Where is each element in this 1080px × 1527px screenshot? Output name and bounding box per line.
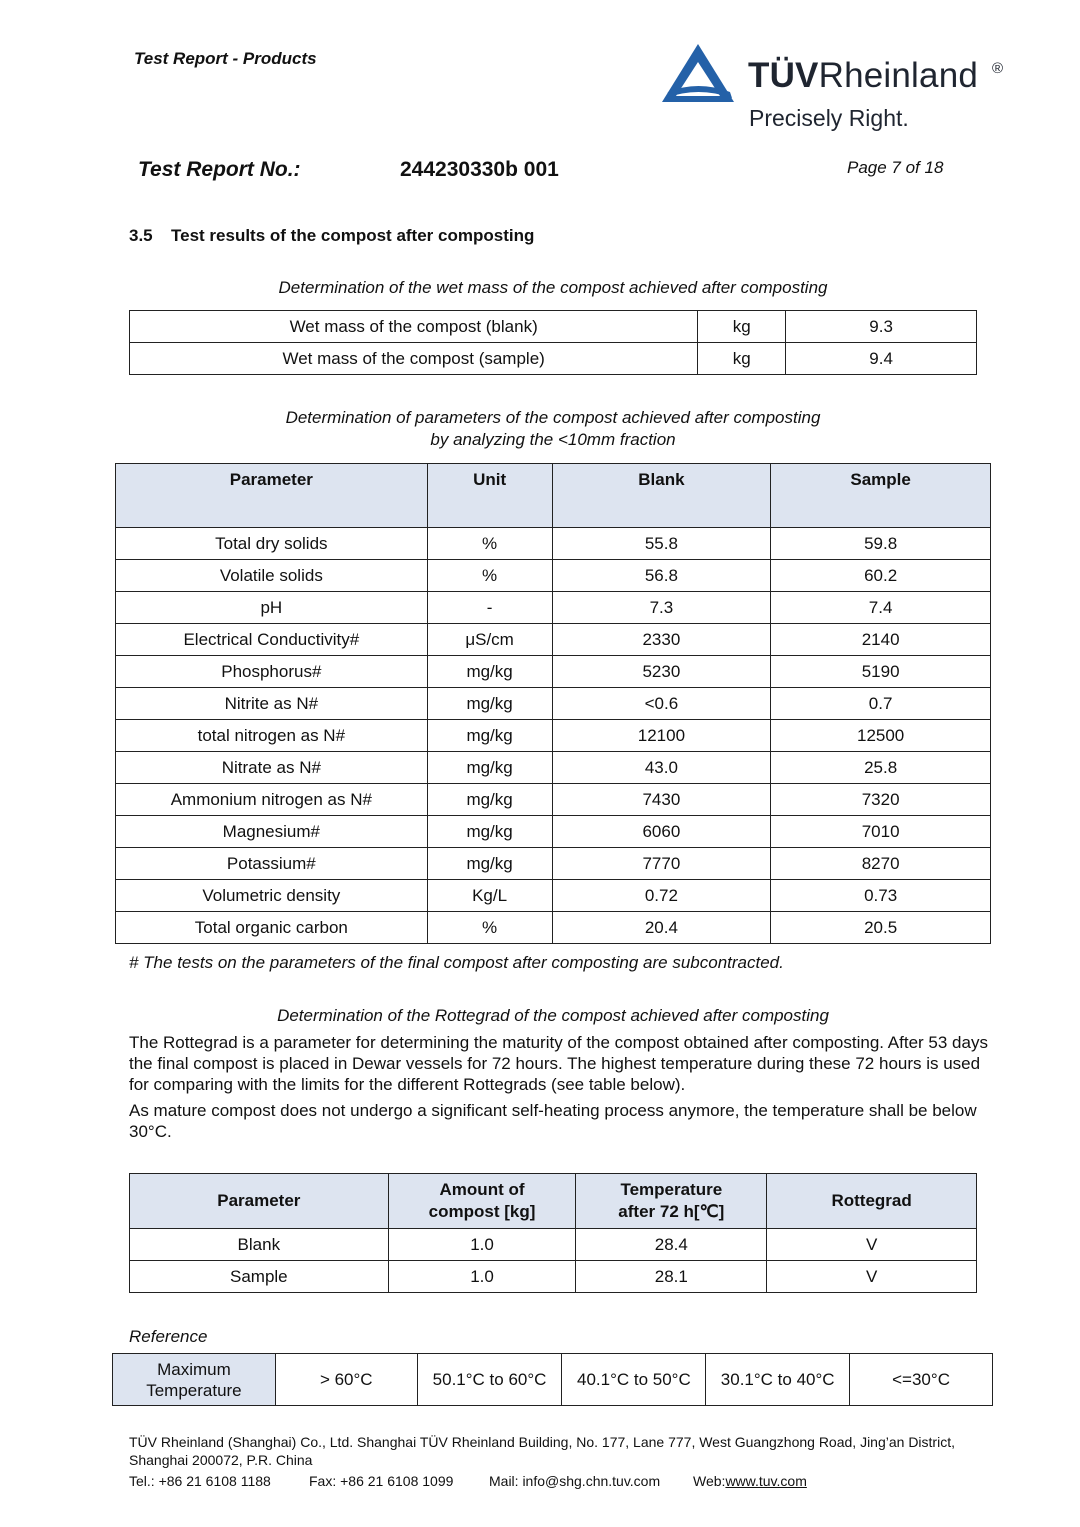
parameter-sample: 7320 [771, 784, 991, 816]
parameter-unit: mg/kg [427, 848, 552, 880]
wet-mass-caption: Determination of the wet mass of the compost achieved after composting [278, 278, 828, 297]
rottegrad-header-rottegrad: Rottegrad [767, 1174, 977, 1229]
wet-mass-table [129, 310, 977, 375]
reference-temperature-range: 30.1°C to 40°C [706, 1354, 850, 1406]
section-number: 3.5 [129, 226, 153, 245]
parameter-name: Electrical Conductivity# [116, 624, 428, 656]
parameter-name: Total dry solids [116, 528, 428, 560]
wet-mass-label: Wet mass of the compost (blank) [130, 311, 698, 343]
parameter-sample: 12500 [771, 720, 991, 752]
footer-web-link[interactable]: www.tuv.com [725, 1473, 807, 1489]
reference-header: Maximum Temperature [113, 1354, 276, 1406]
parameter-unit: mg/kg [427, 656, 552, 688]
parameters-header-cell: Sample [771, 464, 991, 528]
parameter-unit: - [427, 592, 552, 624]
parameter-blank: 12100 [552, 720, 771, 752]
table-row [116, 784, 991, 816]
wet-mass-value: 9.3 [786, 311, 977, 343]
rottegrad-amount: 1.0 [388, 1261, 576, 1293]
parameter-sample: 0.7 [771, 688, 991, 720]
table-row [116, 848, 991, 880]
parameters-table [115, 463, 991, 944]
footer-fax: Fax: +86 21 6108 1099 [309, 1473, 454, 1489]
table-row [116, 752, 991, 784]
table-row [130, 343, 977, 375]
rottegrad-paragraph-1: The Rottegrad is a parameter for determining the maturity of the compost obtained after composting. After 53 days the final compost is placed in Dewar vessels for 72 hours. The highest temperature during these 72 hours is used for comparing with the limits for the different Rottegrads (see table below). [129, 1033, 988, 1094]
reference-temperature-range: 50.1°C to 60°C [417, 1354, 562, 1406]
rottegrad-table [129, 1173, 977, 1293]
parameter-unit: mg/kg [427, 752, 552, 784]
parameter-sample: 7.4 [771, 592, 991, 624]
rottegrad-parameter: Blank [130, 1229, 389, 1261]
parameter-name: Magnesium# [116, 816, 428, 848]
parameter-blank: <0.6 [552, 688, 771, 720]
parameter-sample: 59.8 [771, 528, 991, 560]
footer-mail: Mail: info@shg.chn.tuv.com [489, 1473, 661, 1489]
footer-web: Web:www.tuv.com [693, 1473, 807, 1489]
parameter-blank: 2330 [552, 624, 771, 656]
parameter-unit: mg/kg [427, 816, 552, 848]
parameter-unit: Kg/L [427, 880, 552, 912]
parameter-name: Volumetric density [116, 880, 428, 912]
parameter-blank: 5230 [552, 656, 771, 688]
reference-label: Reference [129, 1327, 208, 1346]
parameter-blank: 6060 [552, 816, 771, 848]
parameter-name: Phosphorus# [116, 656, 428, 688]
rottegrad-paragraph-2: As mature compost does not undergo a significant self-heating process anymore, the temperature shall be below 30°C. [129, 1101, 977, 1141]
report-number: 244230330b 001 [400, 158, 559, 181]
parameter-sample: 0.73 [771, 880, 991, 912]
parameter-sample: 5190 [771, 656, 991, 688]
wet-mass-unit: kg [698, 311, 786, 343]
rottegrad-temperature: 28.1 [576, 1261, 767, 1293]
table-row [116, 528, 991, 560]
tuv-logo-triangle-icon [660, 42, 736, 106]
table-row [116, 912, 991, 944]
rottegrad-parameter: Sample [130, 1261, 389, 1293]
section-title: Test results of the compost after composting [171, 226, 535, 245]
footer-address-line1: TÜV Rheinland (Shanghai) Co., Ltd. Shanghai TÜV Rheinland Building, No. 177, Lane 777, West Guangzhong Road, Jing’an District, [129, 1434, 955, 1450]
wet-mass-value: 9.4 [786, 343, 977, 375]
rottegrad-amount: 1.0 [388, 1229, 576, 1261]
reference-temperature-range: <=30°C [850, 1354, 993, 1406]
reference-temperature-range: 40.1°C to 50°C [562, 1354, 706, 1406]
parameter-unit: μS/cm [427, 624, 552, 656]
parameter-blank: 20.4 [552, 912, 771, 944]
parameter-sample: 20.5 [771, 912, 991, 944]
rottegrad-caption: Determination of the Rottegrad of the compost achieved after composting [277, 1006, 829, 1025]
parameter-sample: 2140 [771, 624, 991, 656]
parameter-sample: 60.2 [771, 560, 991, 592]
parameter-sample: 25.8 [771, 752, 991, 784]
parameter-name: Volatile solids [116, 560, 428, 592]
parameters-caption-line2: by analyzing the <10mm fraction [430, 430, 676, 449]
parameter-name: Potassium# [116, 848, 428, 880]
parameter-unit: mg/kg [427, 688, 552, 720]
section-heading [129, 226, 534, 246]
parameter-sample: 7010 [771, 816, 991, 848]
rottegrad-temperature: 28.4 [576, 1229, 767, 1261]
table-row [116, 592, 991, 624]
parameter-blank: 55.8 [552, 528, 771, 560]
parameters-caption-line1: Determination of parameters of the compost achieved after composting [285, 408, 821, 427]
parameter-blank: 7430 [552, 784, 771, 816]
footer-address-line2: Shanghai 200072, P.R. China [129, 1452, 313, 1468]
rottegrad-value: V [767, 1261, 977, 1293]
parameters-header-cell: Blank [552, 464, 771, 528]
wet-mass-unit: kg [698, 343, 786, 375]
page-indicator: Page 7 of 18 [847, 158, 944, 177]
parameters-header-cell: Parameter [116, 464, 428, 528]
parameter-name: Ammonium nitrogen as N# [116, 784, 428, 816]
table-row [130, 1261, 977, 1293]
parameter-blank: 7.3 [552, 592, 771, 624]
reference-temperature-range: > 60°C [275, 1354, 417, 1406]
parameters-header-cell: Unit [427, 464, 552, 528]
rottegrad-header-amount: Amount of compost [kg] [388, 1174, 576, 1229]
parameter-name: total nitrogen as N# [116, 720, 428, 752]
parameter-unit: mg/kg [427, 720, 552, 752]
table-row [116, 688, 991, 720]
footer-tel: Tel.: +86 21 6108 1188 [129, 1473, 271, 1489]
table-row [130, 311, 977, 343]
parameter-blank: 43.0 [552, 752, 771, 784]
brand-tagline: Precisely Right. [749, 105, 909, 131]
table-row [116, 720, 991, 752]
table-row [116, 656, 991, 688]
rottegrad-header-temperature: Temperature after 72 h[℃] [576, 1174, 767, 1229]
document-type: Test Report - Products [134, 49, 317, 68]
rottegrad-value: V [767, 1229, 977, 1261]
parameter-unit: % [427, 912, 552, 944]
table-row [116, 880, 991, 912]
report-number-label: Test Report No.: [138, 158, 301, 181]
footer-contact [129, 1472, 807, 1490]
parameter-name: pH [116, 592, 428, 624]
parameter-unit: % [427, 560, 552, 592]
parameter-name: Total organic carbon [116, 912, 428, 944]
reference-table [112, 1353, 993, 1406]
parameter-name: Nitrite as N# [116, 688, 428, 720]
registered-mark: ® [992, 60, 1004, 77]
parameter-sample: 8270 [771, 848, 991, 880]
brand-name: TÜVRheinland [748, 56, 979, 95]
parameter-blank: 7770 [552, 848, 771, 880]
parameter-unit: % [427, 528, 552, 560]
table-row [116, 624, 991, 656]
parameter-blank: 0.72 [552, 880, 771, 912]
table-row [116, 816, 991, 848]
wet-mass-label: Wet mass of the compost (sample) [130, 343, 698, 375]
table-row [116, 560, 991, 592]
subcontract-footnote: # The tests on the parameters of the final compost after composting are subcontracted. [129, 953, 784, 972]
rottegrad-header-parameter: Parameter [130, 1174, 389, 1229]
parameter-unit: mg/kg [427, 784, 552, 816]
table-row [130, 1229, 977, 1261]
parameter-blank: 56.8 [552, 560, 771, 592]
parameter-name: Nitrate as N# [116, 752, 428, 784]
